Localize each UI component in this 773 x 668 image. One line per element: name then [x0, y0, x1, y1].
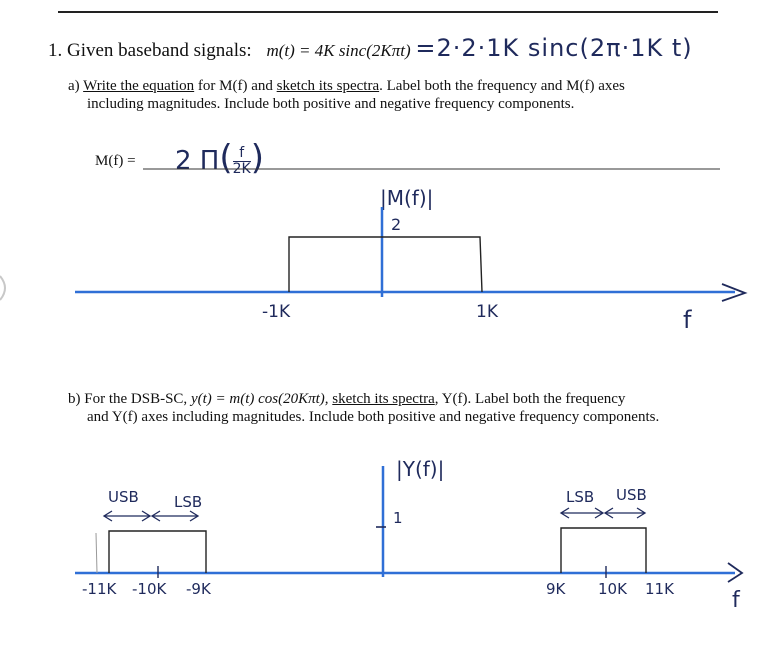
part-b-underline-1: sketch its spectra — [332, 391, 435, 407]
yf-right-band — [561, 528, 646, 573]
yf-magnitude-label: 1 — [393, 509, 403, 527]
yf-right-usb: USB — [616, 486, 647, 504]
yf-y-label: |Y(f)| — [396, 457, 445, 481]
mf-tick-pos: 1K — [476, 302, 498, 322]
yf-right-usb-arrow — [605, 508, 645, 518]
part-b-text-1: For the DSB-SC, — [84, 391, 191, 407]
yf-left-lsb: LSB — [174, 493, 203, 511]
yf-tick-right-1: 10K — [598, 580, 627, 598]
part-a-underline-1: Write the equation — [83, 78, 195, 94]
mf-label: M(f) = — [95, 153, 136, 169]
signal-equation: m(t) = 4K sinc(2Kπt) — [266, 41, 411, 60]
part-a-line-2: including magnitudes. Include both positive and negative frequency components. — [87, 96, 575, 112]
part-b-equation: y(t) = m(t) cos(20Kπt), — [190, 391, 329, 407]
yf-tick-left-0: -11K — [82, 580, 117, 598]
yf-tick-right-0: 9K — [546, 580, 566, 598]
part-b-line-2: and Y(f) axes including magnitudes. Include both positive and negative frequency components. — [87, 409, 660, 425]
mf-tick-neg: -1K — [262, 302, 291, 322]
part-a-text-2: . Label both the frequency and M(f) axes — [379, 78, 625, 94]
mf-magnitude-label: 2 — [391, 215, 402, 234]
mf-answer-den: 2K — [232, 161, 251, 177]
yf-left-lsb-arrow — [152, 511, 198, 521]
mf-x-label: f — [683, 306, 692, 334]
mf-y-label: |M(f)| — [380, 186, 434, 210]
yf-tick-right-2: 11K — [645, 580, 674, 598]
mf-answer-lead: 2 Π — [175, 146, 220, 176]
yf-tick-left-1: -10K — [132, 580, 167, 598]
yf-x-label: f — [732, 588, 740, 613]
part-a-text-1: for M(f) and — [194, 78, 277, 94]
yf-right-lsb-arrow — [561, 508, 603, 518]
yf-tick-left-2: -9K — [186, 580, 211, 598]
yf-left-usb: USB — [108, 488, 139, 506]
yf-right-lsb: LSB — [566, 488, 595, 506]
yf-left-band-edge — [96, 533, 97, 573]
handwritten-equation: =2·2·1K sinc(2π·1K t) — [415, 34, 693, 62]
part-b-letter: b) — [68, 391, 81, 407]
part-a-letter: a) — [68, 78, 80, 94]
part-a-underline-2: sketch its spectra — [276, 78, 380, 94]
mf-rect-pulse — [289, 237, 482, 292]
part-b-text-2: , Y(f). Label both the frequency — [434, 391, 626, 407]
scan-artifact — [0, 276, 5, 300]
problem-title-text: 1. Given baseband signals: — [48, 40, 252, 61]
yf-left-usb-arrow — [104, 511, 150, 521]
mf-answer-num: f — [233, 146, 251, 162]
mf-answer: 2 Π( $\frac{f}{2K}$ ) — [175, 138, 264, 178]
